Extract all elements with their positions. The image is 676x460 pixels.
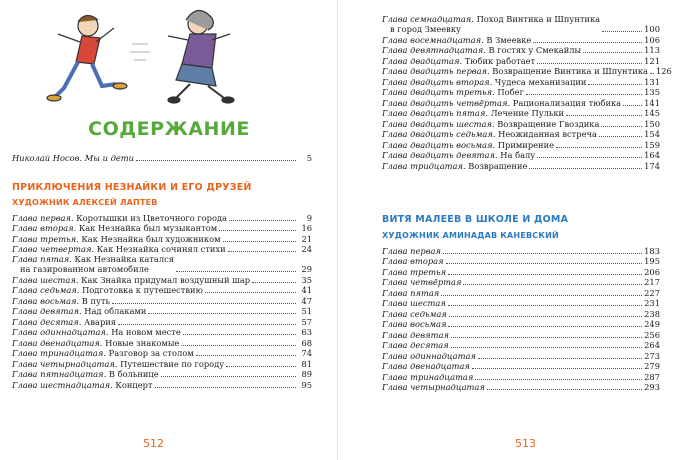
- toc-entry[interactable]: [382, 108, 660, 119]
- page-number: 217: [644, 277, 660, 287]
- toc-entry[interactable]: [382, 150, 660, 161]
- chapter-title: . В путь: [76, 295, 110, 306]
- toc-entry[interactable]: [12, 254, 312, 274]
- dot-leader: [583, 52, 642, 53]
- dot-leader: [537, 157, 642, 158]
- chapter-name: Глава семнадцатая: [382, 14, 472, 24]
- entry-label: [12, 213, 227, 223]
- right-page: [338, 0, 676, 460]
- toc-entry[interactable]: [382, 340, 660, 351]
- toc-entry[interactable]: [12, 233, 312, 244]
- chapter-title: . Примирение: [492, 139, 555, 150]
- page-number: 279: [644, 361, 660, 371]
- toc-entry[interactable]: [382, 34, 660, 45]
- page-number: 238: [644, 308, 660, 319]
- page-number: 9: [306, 212, 312, 223]
- chapter-name: Глава двадцать пятая: [382, 108, 486, 118]
- chapter-name: Глава четвертая: [12, 244, 92, 254]
- chapter-title: . Разговор за столом: [103, 348, 194, 358]
- entry-label: [382, 267, 446, 277]
- chapter-name: Глава двадцать девятая: [382, 150, 495, 160]
- dot-leader: [599, 136, 642, 137]
- chapter-title: . В больнице: [103, 369, 159, 379]
- chapter-name: Глава четырнадцатая: [12, 358, 115, 369]
- entry-label: [382, 98, 621, 108]
- dot-leader: [446, 263, 643, 264]
- dot-leader: [148, 313, 296, 314]
- chapter-title: . Коротышки из Цветочного города: [70, 212, 228, 223]
- entry-label: [382, 77, 586, 87]
- chapter-name: Глава девятнадцатая: [382, 45, 484, 55]
- chapter-name: Глава двадцать седьмая: [382, 129, 493, 139]
- intro-entry[interactable]: [12, 152, 312, 163]
- chapter-name: Глава седьмая: [12, 285, 77, 295]
- entry-label: [382, 361, 470, 371]
- dot-leader: [252, 282, 296, 283]
- page-number: 41: [301, 285, 312, 295]
- entry-label: [382, 277, 461, 287]
- toc-entry[interactable]: [382, 245, 660, 256]
- entry-label: [382, 87, 524, 97]
- chapter-title: . Подготовка к путешествию: [76, 285, 203, 295]
- entry-label: [382, 256, 444, 266]
- toc-entry[interactable]: [382, 256, 660, 267]
- chapter-name: Глава тринадцатая: [382, 371, 474, 382]
- page-number: 74: [301, 348, 312, 358]
- chapter-title: . В Змеевке: [481, 34, 532, 45]
- page-number: 150: [644, 118, 660, 129]
- toc-entry[interactable]: [382, 287, 660, 298]
- dot-leader: [229, 220, 296, 221]
- chapter-name: Глава тридцатая: [382, 160, 463, 171]
- chapter-name: Глава пятая: [12, 254, 70, 264]
- chapter-title: . Лечение Пульки: [485, 108, 565, 118]
- toc-entry[interactable]: [12, 306, 312, 317]
- chapter-name: Глава пятнадцатая: [12, 369, 104, 379]
- dot-leader: [448, 274, 642, 275]
- page-number: 164: [644, 150, 660, 160]
- chapter-name: Глава двадцать восьмая: [382, 139, 493, 150]
- dot-leader: [155, 387, 296, 388]
- page-number: 5: [306, 152, 312, 163]
- chapter-name: Глава третья: [12, 233, 77, 244]
- toc-entry[interactable]: [12, 212, 312, 223]
- page-number: 68: [301, 337, 312, 348]
- page-number: 57: [301, 316, 312, 327]
- entry-label: [382, 351, 476, 361]
- entry-label: [12, 317, 116, 327]
- page-number: 264: [644, 340, 660, 350]
- entry-label: [12, 348, 194, 358]
- motion-lines: [130, 44, 150, 60]
- dot-leader: [650, 73, 654, 74]
- chapter-title: . На новом месте: [105, 327, 181, 337]
- chapter-title: . Как Незнайка сочинял стихи: [91, 244, 226, 254]
- toc-list-vitya: [382, 245, 660, 392]
- entry-label: [12, 244, 226, 254]
- entry-label: [382, 161, 527, 171]
- dot-leader: [463, 284, 642, 285]
- chapter-name: Глава шестая: [12, 274, 76, 285]
- dot-leader: [602, 31, 642, 32]
- page-number: 231: [644, 298, 660, 308]
- entry-label: [12, 369, 159, 379]
- dot-leader: [226, 366, 296, 367]
- dot-leader: [475, 379, 642, 380]
- chapter-title: . Как Незнайка был музыкантом: [73, 223, 218, 233]
- page-number: 227: [644, 287, 660, 298]
- page-number: 100: [644, 24, 660, 34]
- dot-leader: [449, 316, 642, 317]
- chapter-title: . На балу: [494, 150, 536, 160]
- page-number: 135: [644, 87, 660, 97]
- toc-entry[interactable]: [12, 337, 312, 348]
- section-title-neznaika: ПРИКЛЮЧЕНИЯ НЕЗНАЙКИ И ЕГО ДРУЗЕЙ: [12, 182, 252, 193]
- chapter-name: Глава двадцать шестая: [382, 118, 492, 129]
- toc-entry[interactable]: [382, 277, 660, 288]
- dot-leader: [623, 105, 642, 106]
- chapter-name: Глава пятая: [382, 287, 440, 298]
- entry-label: [382, 129, 597, 139]
- chapter-title: . Возвращение Гвоздика: [491, 118, 600, 129]
- page-number: 145: [644, 108, 660, 118]
- page-number: 287: [644, 371, 660, 382]
- chapter-name: Глава шестая: [382, 298, 446, 308]
- chapter-title: . Над облаками: [78, 306, 147, 316]
- page-number: 273: [644, 350, 660, 361]
- chapter-title: . В гостях у Смекайлы: [483, 45, 582, 55]
- page-number: 293: [644, 382, 660, 392]
- toc-entry[interactable]: [382, 350, 660, 361]
- chapter-name: Глава десятая: [12, 316, 79, 327]
- page-number: 16: [301, 223, 312, 233]
- toc-entry[interactable]: [12, 223, 312, 234]
- page-number: 51: [301, 306, 312, 316]
- chapter-name: Глава двадцать четвёртая: [382, 97, 508, 108]
- dot-leader: [183, 334, 296, 335]
- chapter-title: . Как Знайка придумал воздушный шар: [75, 274, 251, 285]
- illustrator-kanevsky: ХУДОЖНИК АМИНАДАВ КАНЕВСКИЙ: [382, 231, 559, 240]
- chapter-title: . Концерт: [110, 379, 153, 390]
- dot-leader: [443, 253, 642, 254]
- chapter-name: Глава двадцать вторая: [382, 76, 490, 87]
- page-number: 113: [644, 45, 660, 55]
- dot-leader: [441, 295, 642, 296]
- chapter-title: . Рационализация тюбика: [507, 97, 622, 108]
- chapter-title: . Путешествие по городу: [114, 358, 225, 369]
- chapter-name: Глава одиннадцатая: [382, 350, 476, 361]
- chapter-title: . Тюбик работает: [459, 55, 536, 66]
- entry-label: [12, 223, 217, 233]
- page-folio-right: 513: [515, 437, 536, 450]
- entry-label: [382, 372, 473, 382]
- chapter-name: Глава двадцать третья: [382, 87, 493, 97]
- page-number: 35: [301, 274, 312, 285]
- toc-entry[interactable]: [12, 295, 312, 306]
- chapter-name: Глава восьмая: [12, 295, 77, 306]
- entry-label: [382, 119, 599, 129]
- chapter-name: Глава первая: [12, 212, 71, 223]
- page-number: 81: [301, 358, 312, 369]
- toc-entry[interactable]: [382, 55, 660, 66]
- page-number: 141: [644, 97, 660, 108]
- page-number: 131: [644, 76, 660, 87]
- entry-label: [382, 56, 535, 66]
- toc-entry[interactable]: [12, 327, 312, 338]
- chapter-name: Глава четвёртая: [382, 277, 462, 287]
- entry-label: [382, 35, 531, 45]
- dot-leader: [112, 303, 296, 304]
- chapter-name: Глава вторая: [12, 223, 74, 233]
- entry-label: [12, 380, 153, 390]
- dot-leader: [601, 126, 642, 127]
- entry-label: [382, 330, 449, 340]
- chapter-title: . Как Незнайка катался: [69, 254, 175, 264]
- toc-entry[interactable]: [382, 76, 660, 87]
- dot-leader: [181, 345, 296, 346]
- dot-leader: [228, 251, 296, 252]
- entry-label: [382, 309, 447, 319]
- entry-label: [382, 66, 648, 76]
- chapter-name: Глава шестнадцатая: [12, 379, 111, 390]
- entry-label: [382, 319, 446, 329]
- dot-leader: [161, 376, 296, 377]
- entry-label: [382, 246, 441, 256]
- toc-entry[interactable]: [382, 329, 660, 340]
- toc-entry[interactable]: [382, 266, 660, 277]
- toc-entry[interactable]: [382, 87, 660, 98]
- page-number: 126: [655, 66, 672, 76]
- toc-entry[interactable]: [12, 244, 312, 255]
- girl-figure: [168, 10, 234, 103]
- chapter-name: Глава десятая: [382, 340, 449, 350]
- toc-entry[interactable]: [12, 316, 312, 327]
- entry-label: [12, 275, 250, 285]
- intro-label: Николай Носов. Мы и дети: [12, 152, 134, 163]
- toc-entry[interactable]: [382, 308, 660, 319]
- chapter-name: Глава двадцать первая: [382, 66, 488, 76]
- toc-entry[interactable]: [382, 371, 660, 382]
- dot-leader: [566, 115, 642, 116]
- dot-leader: [219, 230, 296, 231]
- chapter-title: . Авария: [78, 316, 117, 327]
- toc-entry[interactable]: [12, 285, 312, 296]
- dot-leader: [205, 292, 296, 293]
- dot-leader: [533, 42, 642, 43]
- illustrator-laptev: ХУДОЖНИК АЛЕКСЕЙ ЛАПТЕВ: [12, 198, 158, 207]
- chapter-name: Глава одиннадцатая: [12, 327, 106, 337]
- chapter-name: Глава седьмая: [382, 308, 447, 319]
- dot-leader: [118, 324, 296, 325]
- page-number: 24: [301, 244, 312, 254]
- entry-label: [382, 340, 449, 350]
- toc-entry[interactable]: [382, 66, 672, 77]
- toc-entry[interactable]: [382, 298, 660, 309]
- dot-leader: [196, 355, 296, 356]
- toc-entry[interactable]: [382, 139, 660, 150]
- dot-leader: [448, 326, 642, 327]
- chapter-name: Глава двадцатая: [382, 55, 460, 66]
- dot-leader: [451, 347, 642, 348]
- page-number: 195: [644, 256, 660, 266]
- toc-entry[interactable]: [12, 348, 312, 359]
- toc-entry[interactable]: [382, 97, 660, 108]
- toc-list-neznaika: [12, 212, 312, 390]
- toc-entry[interactable]: [12, 379, 312, 390]
- chapter-name: Глава двенадцатая: [12, 337, 100, 348]
- toc-entry[interactable]: [382, 45, 660, 56]
- entry-label: [12, 359, 224, 369]
- page-folio-left: 512: [143, 437, 164, 450]
- dot-leader: [487, 389, 642, 390]
- page-number: 47: [301, 295, 312, 306]
- entry-label: [12, 254, 174, 274]
- dot-leader: [176, 271, 296, 272]
- page-number: 89: [301, 369, 312, 379]
- page-number: 154: [644, 129, 660, 139]
- chapter-name: Глава девятая: [12, 306, 79, 316]
- toc-entry[interactable]: [382, 361, 660, 372]
- page-number: 121: [644, 55, 660, 66]
- dot-leader: [478, 358, 642, 359]
- page-number: 206: [644, 266, 660, 277]
- toc-heading: СОДЕРЖАНИЕ: [88, 118, 250, 140]
- page-number: 63: [301, 327, 312, 337]
- dot-leader: [526, 94, 642, 95]
- entry-label: [382, 288, 439, 298]
- chapter-name: Глава восьмая: [382, 319, 447, 329]
- toc-list-continued: [382, 14, 672, 171]
- chapter-name: Глава двенадцатая: [382, 361, 470, 371]
- chapter-title: . Возвращение: [462, 160, 528, 171]
- toc-entry[interactable]: [382, 160, 660, 171]
- toc-entry[interactable]: [12, 358, 312, 369]
- page-number: 183: [644, 245, 660, 256]
- chapter-title: . Поход Винтика и Шпунтика: [471, 14, 601, 24]
- dot-leader: [588, 84, 642, 85]
- entry-label: [12, 306, 146, 316]
- entry-label: [382, 45, 581, 55]
- chapter-name: Глава вторая: [382, 256, 444, 266]
- toc-entry[interactable]: [382, 14, 660, 34]
- boy-figure: [47, 15, 127, 101]
- page-number: 174: [644, 160, 660, 171]
- page-number: 21: [301, 233, 312, 244]
- page-number: 256: [644, 329, 660, 340]
- entry-label: [382, 108, 564, 118]
- dot-leader: [136, 160, 296, 161]
- entry-label: [12, 234, 221, 244]
- chapter-name: Глава восемнадцатая: [382, 34, 482, 45]
- entry-label: [12, 327, 181, 337]
- chapter-name: Глава первая: [382, 245, 441, 256]
- dot-leader: [472, 368, 642, 369]
- toc-entry[interactable]: [382, 129, 660, 140]
- toc-entry[interactable]: [12, 274, 312, 285]
- section-title-vitya: ВИТЯ МАЛЕЕВ В ШКОЛЕ И ДОМА: [382, 214, 569, 225]
- toc-entry[interactable]: [12, 369, 312, 380]
- chapter-name: Глава четырнадцатая: [382, 382, 485, 392]
- dot-leader: [556, 147, 642, 148]
- chapter-title-continued: на газированном автомобиле: [20, 264, 149, 274]
- dot-leader: [223, 241, 296, 242]
- chapter-name: Глава тринадцатая: [12, 348, 104, 358]
- dot-leader: [529, 168, 642, 169]
- page-number: 95: [301, 379, 312, 390]
- dot-leader: [448, 305, 642, 306]
- entry-label: [382, 298, 446, 308]
- entry-label: [12, 285, 203, 295]
- page-number: 159: [644, 139, 660, 150]
- chapter-name: Глава третья: [382, 266, 447, 277]
- dot-leader: [451, 337, 642, 338]
- entry-label: [382, 14, 600, 34]
- chapter-title: . Как Незнайка был художником: [76, 233, 221, 244]
- chapter-title: . Новые знакомые: [99, 337, 180, 348]
- chapter-title: . Возвращение Винтика и Шпунтика: [487, 66, 648, 76]
- entry-label: [12, 338, 179, 348]
- chapter-name: Глава девятая: [382, 329, 449, 340]
- chapter-title: . Побег: [492, 87, 524, 97]
- page-number: 106: [644, 34, 660, 45]
- page-number: 249: [644, 319, 660, 329]
- entry-label: [382, 140, 554, 150]
- entry-label: [12, 296, 110, 306]
- entry-label: [382, 382, 485, 392]
- chapter-title: . Чудеса механизации: [489, 76, 587, 87]
- toc-entry[interactable]: [382, 118, 660, 129]
- chapter-title-continued: в город Змеевку: [390, 24, 461, 34]
- chapter-title: . Неожиданная встреча: [492, 129, 597, 139]
- dot-leader: [537, 63, 642, 64]
- toc-entry[interactable]: [382, 382, 660, 393]
- page-number: 29: [301, 264, 312, 274]
- entry-label: [382, 150, 535, 160]
- running-children-illustration: [30, 4, 250, 108]
- toc-entry[interactable]: [382, 319, 660, 330]
